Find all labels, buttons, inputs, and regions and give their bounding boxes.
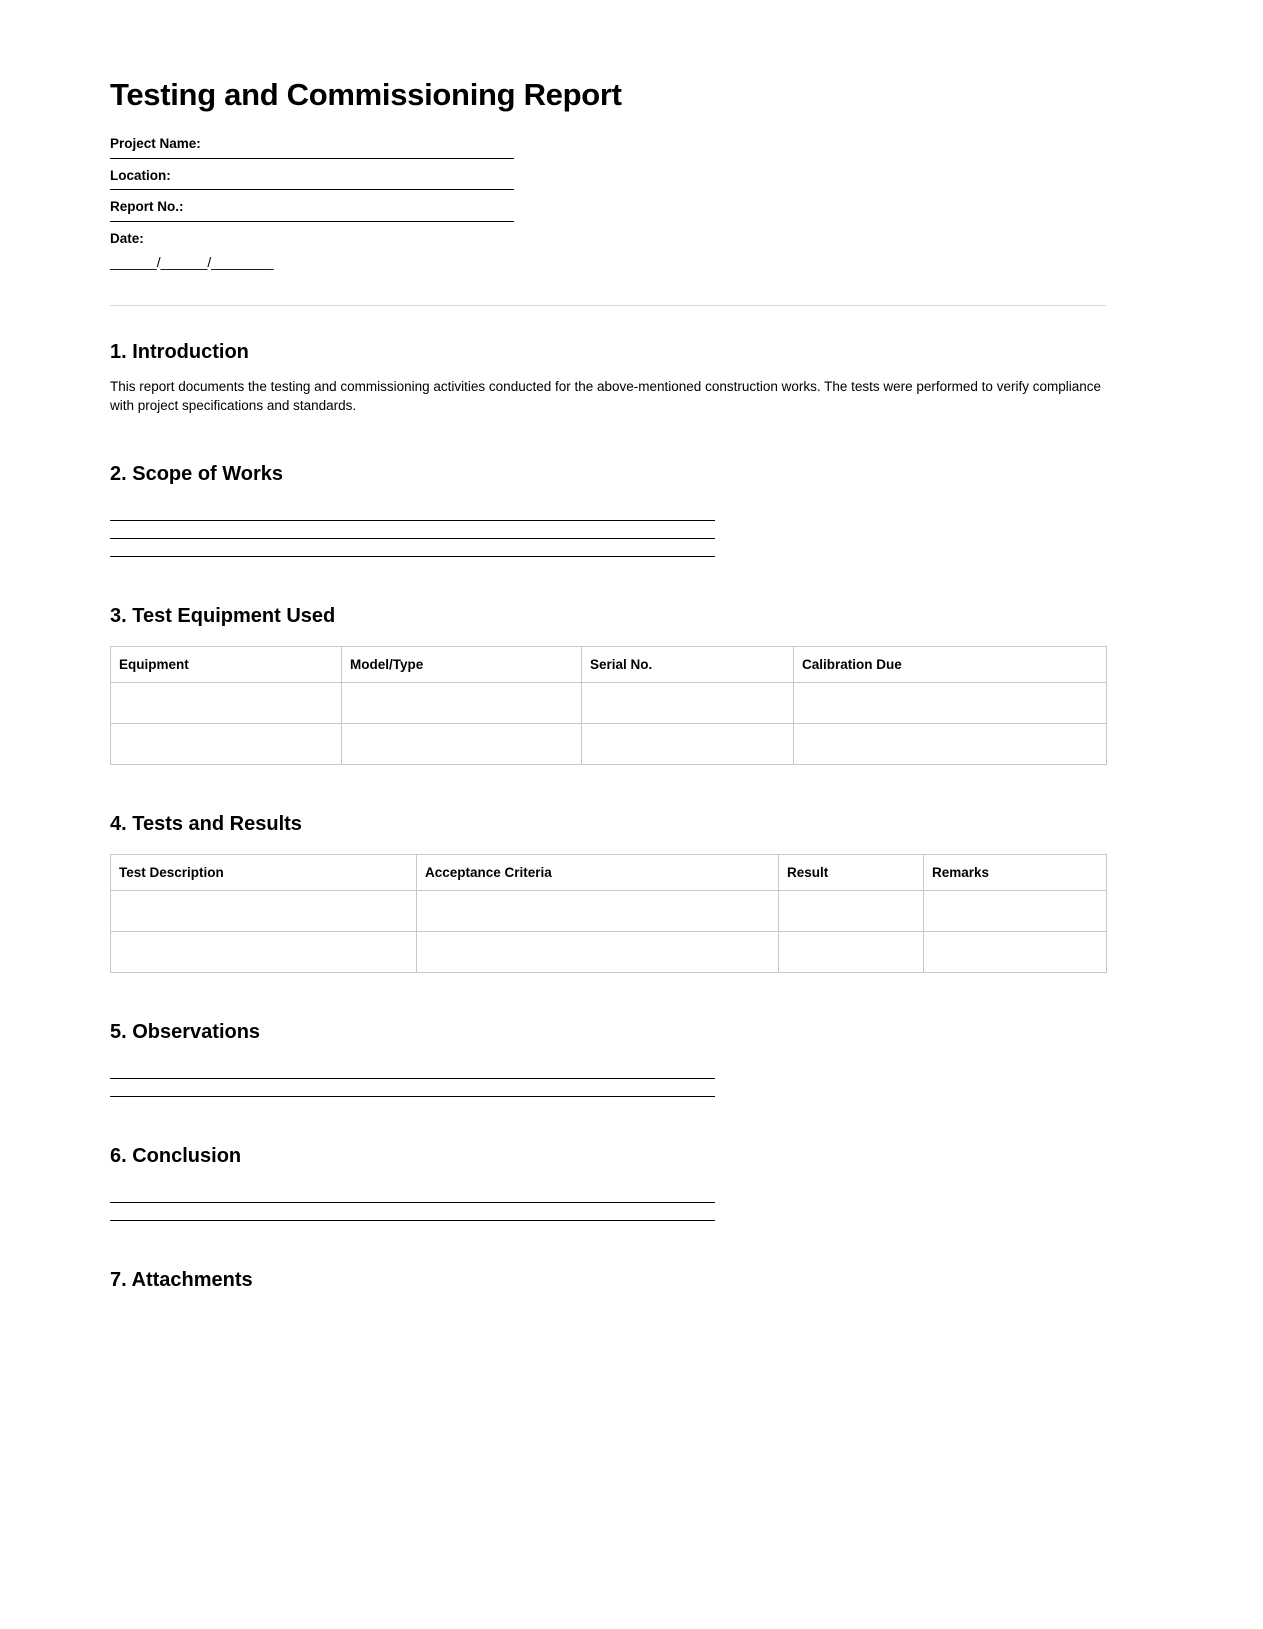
field-date [110, 229, 514, 272]
blank-line[interactable] [110, 1203, 715, 1221]
field-location [110, 166, 514, 191]
column-header-result: Result [779, 854, 924, 890]
scope-of-works-blank-lines [110, 503, 1106, 557]
field-label-location: Location: [110, 167, 171, 183]
column-header-test-description: Test Description [111, 854, 417, 890]
observations-blank-lines [110, 1061, 1106, 1097]
column-header-remarks: Remarks [924, 854, 1107, 890]
blank-line[interactable] [110, 503, 715, 521]
blank-line[interactable] [110, 539, 715, 557]
tests-and-results-table [110, 854, 1107, 973]
blank-line[interactable] [110, 1185, 715, 1203]
field-underline-project-name[interactable] [110, 158, 514, 159]
header-divider [110, 305, 1106, 306]
field-underline-location[interactable] [110, 189, 514, 190]
table-row [111, 682, 1107, 723]
field-report-no [110, 197, 514, 222]
test-equipment-table [110, 646, 1107, 765]
field-label-report-no: Report No.: [110, 199, 184, 215]
section-heading-attachments: 7. Attachments [110, 1268, 253, 1291]
cell-model-type[interactable] [342, 682, 582, 723]
cell-test-description[interactable] [111, 931, 417, 972]
field-underline-report-no[interactable] [110, 221, 514, 222]
cell-calibration-due[interactable] [794, 682, 1107, 723]
column-header-calibration-due: Calibration Due [794, 646, 1107, 682]
section-heading-tests-and-results: 4. Tests and Results [110, 812, 302, 835]
cell-acceptance-criteria[interactable] [417, 890, 779, 931]
field-label-project-name: Project Name: [110, 136, 201, 152]
column-header-acceptance-criteria: Acceptance Criteria [417, 854, 779, 890]
table-row [111, 931, 1107, 972]
cell-test-description[interactable] [111, 890, 417, 931]
cell-model-type[interactable] [342, 723, 582, 764]
column-header-serial-no: Serial No. [582, 646, 794, 682]
cell-serial-no[interactable] [582, 682, 794, 723]
section-heading-observations: 5. Observations [110, 1020, 261, 1043]
cell-calibration-due[interactable] [794, 723, 1107, 764]
blank-line[interactable] [110, 1079, 715, 1097]
blank-line[interactable] [110, 521, 715, 539]
column-header-model-type: Model/Type [342, 646, 582, 682]
table-row [111, 723, 1107, 764]
blank-line[interactable] [110, 1061, 715, 1079]
conclusion-blank-lines [110, 1185, 1106, 1221]
column-header-equipment: Equipment [111, 646, 342, 682]
cell-serial-no[interactable] [582, 723, 794, 764]
table-row [111, 890, 1107, 931]
page-title: Testing and Commissioning Report [110, 77, 622, 112]
cell-equipment[interactable] [111, 723, 342, 764]
introduction-paragraph: This report documents the testing and commissioning activities conducted for the above-mentioned construction works. The tests were performed to verify compliance with project specifications and standards. [110, 378, 1101, 413]
cell-equipment[interactable] [111, 682, 342, 723]
section-heading-scope-of-works: 2. Scope of Works [110, 462, 284, 485]
cell-result[interactable] [779, 890, 924, 931]
field-label-date: Date: [110, 230, 144, 246]
cell-remarks[interactable] [924, 931, 1107, 972]
cell-remarks[interactable] [924, 890, 1107, 931]
document-content [110, 78, 1106, 1292]
table-header-row [111, 854, 1107, 890]
field-project-name [110, 134, 514, 159]
section-heading-conclusion: 6. Conclusion [110, 1144, 242, 1167]
table-header-row [111, 646, 1107, 682]
field-value-date[interactable]: ______/______/________ [110, 254, 274, 271]
cell-acceptance-criteria[interactable] [417, 931, 779, 972]
section-heading-introduction: 1. Introduction [110, 340, 249, 363]
cell-result[interactable] [779, 931, 924, 972]
report-meta-block [110, 134, 514, 271]
section-heading-test-equipment-used: 3. Test Equipment Used [110, 604, 336, 627]
